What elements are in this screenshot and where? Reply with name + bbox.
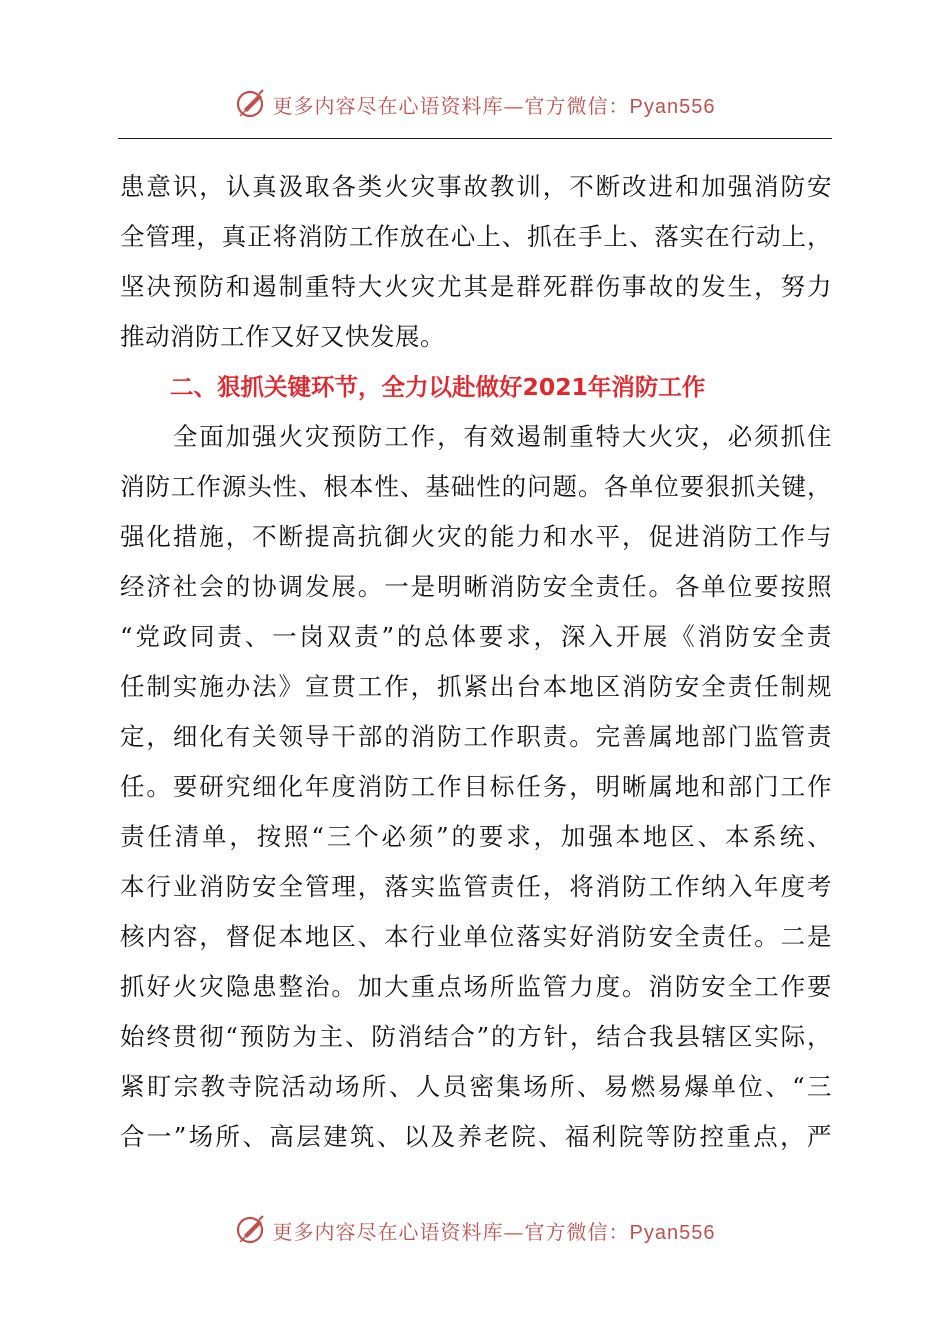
watermark-brand-text: 更多内容尽在心语资料库—官方微信：	[272, 1219, 630, 1244]
header-divider	[118, 138, 832, 139]
text-line: 紧盯宗教寺院活动场所、人员密集场所、易燃易爆单位、“三	[120, 1072, 832, 1101]
text-line: 始终贯彻“预防为主、防消结合”的方针，结合我县辖区实际，	[120, 1022, 832, 1051]
text-line: 核内容，督促本地区、本行业单位落实好消防安全责任。二是	[120, 922, 832, 951]
text-line: 坚决预防和遏制重特大火灾尤其是群死群伤事故的发生，努力	[120, 272, 832, 301]
text-line: 全面加强火灾预防工作，有效遏制重特大火灾，必须抓住	[120, 422, 832, 451]
text-line: “党政同责、一岗双责”的总体要求，深入开展《消防安全责	[120, 622, 832, 651]
text-line: 本行业消防安全管理，落实监管责任，将消防工作纳入年度考	[120, 872, 832, 901]
text-line: 责任清单，按照“三个必须”的要求，加强本地区、本系统、	[120, 822, 832, 851]
watermark-wechat-id: Pyan556	[629, 1221, 716, 1244]
text-line: 定，细化有关领导干部的消防工作职责。完善属地部门监管责	[120, 722, 832, 751]
text-line: 消防工作源头性、根本性、基础性的问题。各单位要狠抓关键，	[120, 472, 832, 501]
text-line: 患意识，认真汲取各类火灾事故教训，不断改进和加强消防安	[120, 172, 832, 201]
section-heading: 二、狠抓关键环节，全力以赴做好2021年消防工作	[170, 373, 706, 401]
header-watermark	[0, 84, 950, 124]
text-line: 合一”场所、高层建筑、以及养老院、福利院等防控重点，严	[120, 1122, 832, 1151]
text-line: 抓好火灾隐患整治。加大重点场所监管力度。消防安全工作要	[120, 972, 832, 1001]
text-line: 推动消防工作又好又快发展。	[120, 322, 445, 351]
text-line: 全管理，真正将消防工作放在心上、抓在手上、落实在行动上，	[120, 222, 832, 251]
pen-logo-icon	[235, 1213, 269, 1247]
watermark-wechat-id: Pyan556	[629, 95, 716, 118]
text-line: 任。要研究细化年度消防工作目标任务，明晰属地和部门工作	[120, 772, 832, 801]
text-line: 强化措施，不断提高抗御火灾的能力和水平，促进消防工作与	[120, 522, 832, 551]
document-body	[120, 162, 832, 1162]
text-line: 任制实施办法》宣贯工作，抓紧出台本地区消防安全责任制规	[120, 672, 832, 701]
footer-watermark	[0, 1210, 950, 1250]
pen-logo-icon	[235, 87, 269, 121]
watermark-brand-text: 更多内容尽在心语资料库—官方微信：	[272, 93, 630, 118]
text-line: 经济社会的协调发展。一是明晰消防安全责任。各单位要按照	[120, 572, 832, 601]
